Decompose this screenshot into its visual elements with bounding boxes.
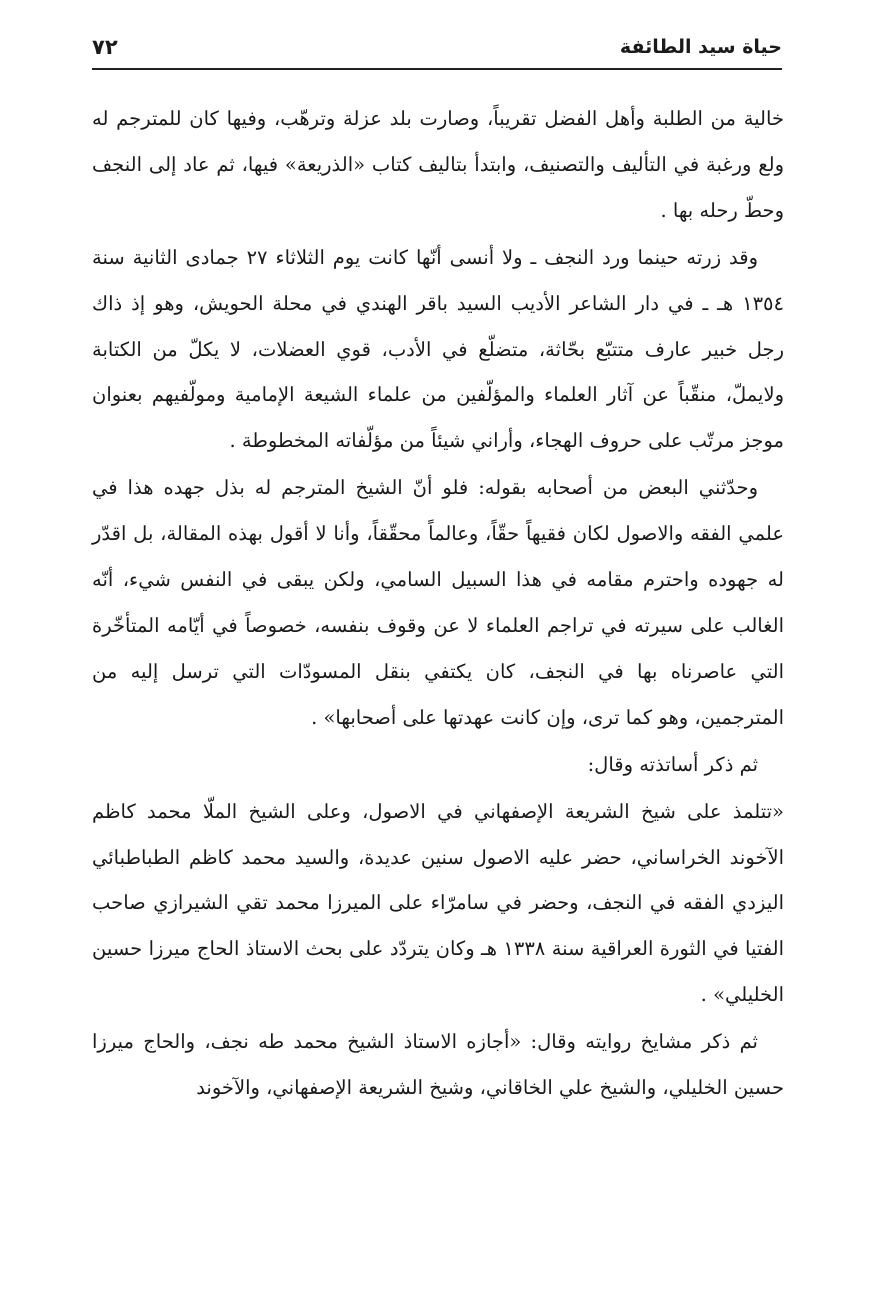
header-divider [92,68,782,70]
page-number: ٧٢ [92,35,118,59]
quoted-paragraph: «تتلمذ على شيخ الشريعة الإصفهاني في الاصول، وعلى الشيخ الملّا محمد كاظم الآخوند الخراساني، حضر عليه الاصول سنين عديدة، والسيد محمد كاظم الطباطبائي اليزدي الفقه في النجف، وحضر في سامرّاء على الميرزا محمد تقي الشيرازي صاحب الفتيا في الثورة العراقية سنة ١٣٣٨ هـ وكان يتردّد على بحث الاستاذ الحاج ميرزا حسين الخليلي» . [92,799,784,1007]
body-text [92,96,784,1111]
paragraph: خالية من الطلبة وأهل الفضل تقريباً، وصارت بلد عزلة وترهّب، وفيها كان للمترجم له ولع ورغبة في التأليف والتصنيف، وابتدأ بتاليف كتاب «الذريعة» فيها، ثم عاد إلى النجف وحطّ رحله بها . [92,107,784,222]
paragraph: ثم ذكر أساتذته وقال: [587,752,758,776]
running-title: حياة سيد الطائفة [619,36,782,58]
paragraph: ثم ذكر مشايخ روايته وقال: «أجازه الاستاذ الشيخ محمد طه نجف، والحاج ميرزا حسين الخليلي، والشيخ علي الخاقاني، وشيخ الشريعة الإصفهاني، والآخوند [92,1030,784,1100]
page-header [92,28,782,66]
paragraph: وحدّثني البعض من أصحابه بقوله: فلو أنّ الشيخ المترجم له بذل جهده هذا في علمي الفقه والاصول لكان فقيهاً حقّاً، وعالماً محقّقاً، وأنا لا أقول بهذه المقالة، بل اقدّر له جهوده واحترم مقامه في هذا السبيل السامي، ولكن يبقى في النفس شيء، أنّه الغالب على سيرته في تراجم العلماء لا عن وقوف بنفسه، خصوصاً في أيّامه المتأخّرة التي عاصرناه بها في النجف، كان يكتفي بنقل المسودّات التي ترسل إليه من المترجمين، وهو كما ترى، وإن كانت عهدتها على أصحابها» . [92,476,784,729]
paragraph: وقد زرته حينما ورد النجف ـ ولا أنسى أنّها كانت يوم الثلاثاء ٢٧ جمادى الثانية سنة ١٣٥٤ هـ ـ في دار الشاعر الأديب السيد باقر الهندي في محلة الحويش، وهو إذ ذاك رجل خبير عارف متتبّع بحّاثة، متضلّع في الأدب، قوي العضلات، لا يكلّ من الكتابة ولايملّ، منقّباً عن آثار العلماء والمؤلّفين من علماء الشيعة الإمامية ومولّفيهم بعنوان موجز مرتّب على حروف الهجاء، وأراني شيئاً من مؤلّفاته المخطوطة . [92,245,784,453]
